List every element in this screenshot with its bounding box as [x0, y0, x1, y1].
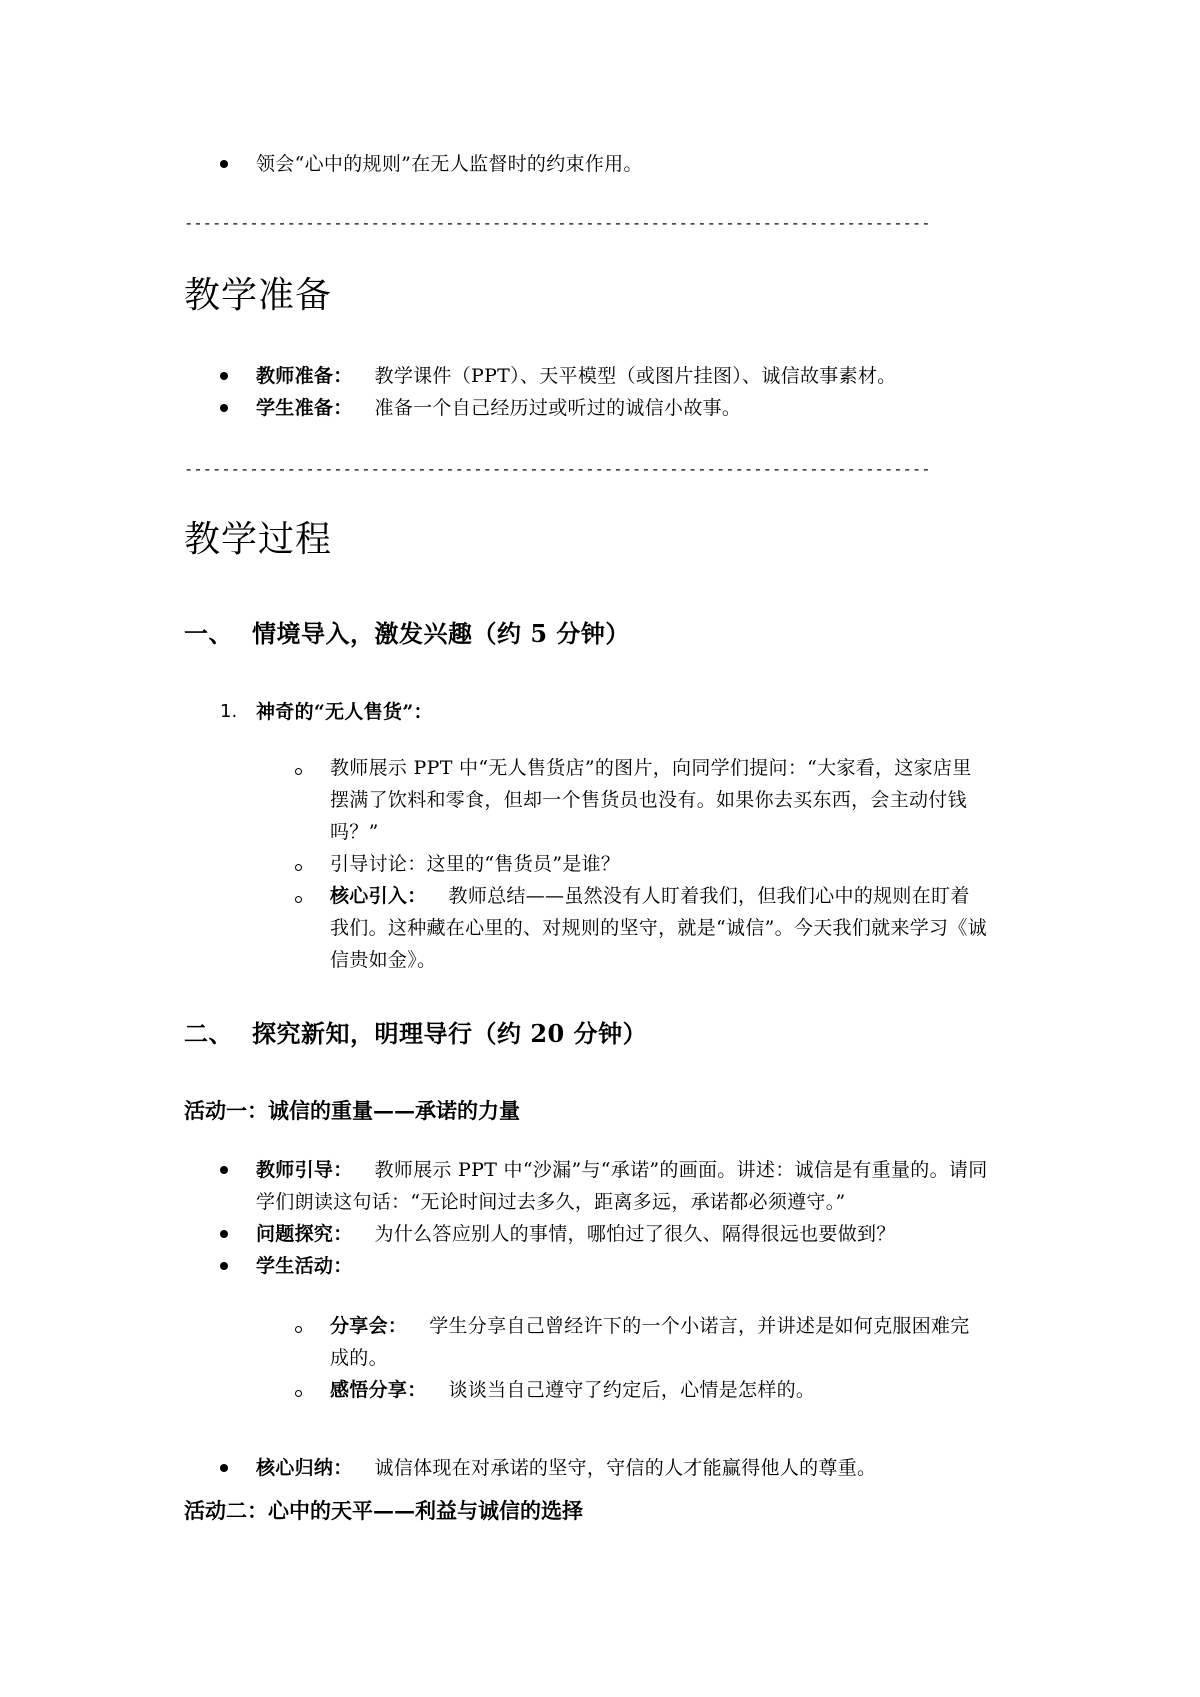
item1-title: 神奇的“无人售货”：	[256, 701, 433, 723]
activity-item-label: 学生活动：	[256, 1255, 353, 1277]
sub-item-line: 引导讨论：这里的“售货员”是谁？	[330, 853, 621, 875]
sub-item-text: 教师总结——虽然没有人盯着我们，但我们心中的规则在盯着	[448, 885, 970, 907]
circle-bullet-icon	[295, 864, 302, 871]
sub-item-line: 成的。	[330, 1347, 388, 1369]
item1-number: 1.	[220, 701, 238, 722]
activity-item-text: 为什么答应别人的事情，哪怕过了很久、隔得很远也要做到？	[374, 1223, 896, 1245]
sub-item-first-line	[330, 1374, 815, 1406]
bullet-icon	[220, 372, 228, 380]
activity-item-first-line	[256, 1250, 353, 1282]
process-heading: 教学过程	[184, 519, 333, 560]
sub-item-line: 我们。这种藏在心里的、对规则的坚守，就是“诚信”。今天我们就来学习《诚	[330, 917, 987, 939]
divider: --------------------------------------------------------------------------------	[184, 214, 931, 232]
prep-item-teacher	[256, 360, 896, 392]
bullet-icon	[220, 1262, 228, 1270]
section2-title: 探究新知，明理导行（约 20 分钟）	[252, 1019, 648, 1048]
activity-item-first-line	[256, 1218, 896, 1250]
prep-item-text: 准备一个自己经历过或听过的诚信小故事。	[374, 397, 742, 419]
circle-bullet-icon	[295, 1326, 302, 1333]
activity-item-label: 问题探究：	[256, 1223, 353, 1245]
bullet-icon	[220, 1464, 228, 1472]
bullet-icon	[220, 1166, 228, 1174]
sub-item-line: 吗？”	[330, 821, 379, 843]
prep-item-label: 学生准备：	[256, 397, 353, 419]
activity-summary	[256, 1452, 876, 1484]
divider: --------------------------------------------------------------------------------	[184, 460, 931, 478]
prep-item-student	[256, 392, 741, 424]
sub-item-first-line	[330, 1310, 970, 1342]
summary-text: 诚信体现在对承诺的坚守，守信的人才能赢得他人的尊重。	[374, 1457, 877, 1479]
sub-item-text: 谈谈当自己遵守了约定后，心情是怎样的。	[448, 1379, 816, 1401]
circle-bullet-icon	[295, 768, 302, 775]
prep-item-text: 教学课件（PPT）、天平模型（或图片挂图）、诚信故事素材。	[374, 365, 897, 387]
sub-item-line: 信贵如金》。	[330, 949, 437, 971]
prep-item-label: 教师准备：	[256, 365, 353, 387]
section1-number: 一、	[184, 619, 233, 648]
prep-heading: 教学准备	[184, 275, 333, 316]
sub-item-line: 摆满了饮料和零食，但却一个售货员也没有。如果你去买东西，会主动付钱	[330, 789, 967, 811]
summary-label: 核心归纳：	[256, 1457, 353, 1479]
circle-bullet-icon	[295, 1390, 302, 1397]
sub-item-line: 教师展示 PPT 中“无人售货店”的图片，向同学们提问：“大家看，这家店里	[330, 757, 972, 779]
bullet-icon	[220, 160, 228, 168]
activity-item-line: 学们朗读这句话：“无论时间过去多久，距离多远，承诺都必须遵守。”	[256, 1191, 846, 1213]
sub-item-text: 学生分享自己曾经许下的一个小诺言，并讲述是如何克服困难完	[429, 1315, 970, 1337]
activity-item-label: 教师引导：	[256, 1159, 353, 1181]
bullet-icon	[220, 404, 228, 412]
section2-number: 二、	[184, 1019, 233, 1048]
activity1-title: 活动一：诚信的重量——承诺的力量	[184, 1098, 520, 1123]
bullet-icon	[220, 1230, 228, 1238]
circle-bullet-icon	[295, 896, 302, 903]
intro-bullet-text: 领会“心中的规则”在无人监督时的约束作用。	[256, 153, 643, 175]
activity-item-text: 教师展示 PPT 中“沙漏”与“承诺”的画面。讲述：诚信是有重量的。请同	[374, 1159, 988, 1181]
sub-item-label: 分享会：	[330, 1315, 408, 1337]
sub-item-label: 感悟分享：	[330, 1379, 427, 1401]
activity-item-first-line	[256, 1154, 988, 1186]
activity2-title: 活动二：心中的天平——利益与诚信的选择	[184, 1498, 583, 1523]
section1-title: 情境导入，激发兴趣（约 5 分钟）	[252, 619, 630, 648]
sub-item-label: 核心引入：	[330, 885, 427, 907]
sub-item-first-line	[330, 880, 970, 912]
